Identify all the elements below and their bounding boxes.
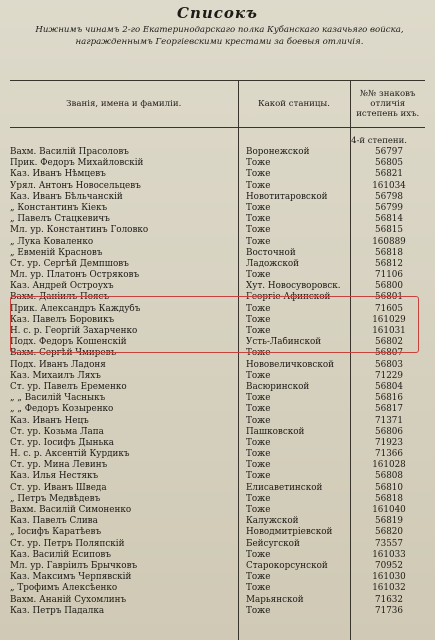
table-row — [10, 181, 425, 192]
degree-label: 4-й степени. — [351, 136, 407, 146]
table-row — [10, 393, 425, 404]
row-name: Н. с. р. Аксентій Курдикъ — [10, 449, 130, 460]
row-number: 56812 — [375, 258, 403, 269]
row-number: 161030 — [372, 572, 406, 583]
row-stanitsa: Старокорсунской — [246, 560, 328, 571]
row-stanitsa: Тоже — [246, 493, 271, 504]
table-row — [10, 192, 425, 203]
row-stanitsa: Калужской — [246, 516, 299, 527]
row-name: „ Лука Коваленко — [10, 236, 94, 247]
row-number: 56808 — [375, 471, 403, 482]
row-number: 56817 — [375, 404, 403, 415]
row-name: Каз. Иванъ Нецъ — [10, 415, 89, 426]
row-stanitsa: Воронежской — [246, 147, 310, 157]
row-stanitsa: Тоже — [246, 583, 271, 594]
row-stanitsa: Тоже — [246, 314, 271, 325]
row-number: 56820 — [375, 527, 403, 538]
row-stanitsa: Тоже — [246, 505, 271, 515]
row-stanitsa: Тоже — [246, 236, 271, 247]
table-row — [10, 259, 425, 270]
table-row — [10, 404, 425, 415]
table-row — [10, 225, 425, 236]
table-row — [10, 527, 425, 538]
row-number: 71229 — [375, 370, 403, 381]
row-name: Каз. Андрей Остроухъ — [10, 281, 114, 292]
row-name: Ст. ур. Козьма Лапа — [10, 426, 104, 437]
row-number: 161031 — [372, 326, 406, 336]
row-stanitsa: Хут. Новосуворовск. — [246, 281, 341, 292]
row-stanitsa: Марьянской — [246, 594, 304, 605]
row-name: „ Константинъ Кіекъ — [10, 202, 108, 213]
row-name: Подх. Федоръ Кошенскій — [10, 337, 127, 348]
row-name: „ „ Федоръ Козыренко — [10, 404, 114, 415]
row-name: Ст. ур. Мина Левинъ — [10, 460, 108, 471]
table-header — [10, 80, 425, 128]
row-name: Вахм. Василій Прасоловъ — [10, 147, 129, 157]
table-row — [10, 550, 425, 561]
row-stanitsa: Тоже — [246, 180, 271, 191]
row-stanitsa: Тоже — [246, 158, 271, 169]
row-number: 56818 — [375, 247, 403, 258]
document-subtitle: Нижнимъ чинамъ 2-го Екатеринодарскаго полка Кубанскаго казачьяго войска, награжденнымъ Георгіевскими крестами за боевыя отличія. — [35, 25, 404, 47]
row-number: 56818 — [375, 493, 403, 504]
row-number: 56805 — [375, 158, 403, 169]
row-name: Ст. ур. Иванъ Шведа — [10, 482, 107, 493]
row-name: Вахм. Ананій Сухомлинъ — [10, 594, 127, 605]
row-number: 161028 — [372, 460, 406, 471]
row-number: 71371 — [375, 415, 403, 426]
row-stanitsa: Тоже — [246, 572, 271, 583]
table-row — [10, 248, 425, 259]
row-name: Мл. ур. Платонъ Остряковъ — [10, 270, 140, 281]
header-number: №№ знаковъ отличія истепень ихъ. — [350, 81, 425, 128]
row-stanitsa: Тоже — [246, 471, 271, 482]
row-stanitsa: Тоже — [246, 225, 271, 236]
row-stanitsa: Усть-Лабинской — [246, 337, 322, 348]
row-name: Ст. ур. Іосифъ Дынька — [10, 437, 114, 448]
row-name: Вахм. Василій Симоненко — [10, 505, 132, 515]
row-stanitsa: Ладожской — [246, 258, 299, 269]
row-stanitsa: Тоже — [246, 169, 271, 180]
row-name: Мл. ур. Константинъ Головко — [10, 225, 149, 236]
document-title: Списокъ — [177, 4, 258, 22]
row-name: Каз. Петръ Падалка — [10, 605, 105, 616]
table-row — [10, 583, 425, 594]
row-stanitsa: Пашковской — [246, 426, 305, 437]
row-stanitsa: Новодмитріевской — [246, 527, 333, 538]
table-row — [10, 606, 425, 617]
row-number: 56803 — [375, 359, 403, 370]
table-row — [10, 561, 425, 572]
table-row — [10, 371, 425, 382]
row-number: 56819 — [375, 516, 403, 527]
row-number: 71632 — [375, 594, 403, 605]
row-stanitsa: Тоже — [246, 348, 271, 359]
row-name: Прик. Александръ Каждубъ — [10, 303, 141, 314]
row-stanitsa: Тоже — [246, 449, 271, 460]
row-number: 71366 — [375, 449, 403, 460]
row-name: Каз. Иванъ Нѣмцевъ — [10, 169, 106, 180]
row-name: Каз. Максимъ Черпявскій — [10, 572, 132, 583]
row-stanitsa: Нововеличковской — [246, 359, 334, 370]
row-name: Вахм. Даніилъ Поясъ — [10, 292, 110, 303]
row-stanitsa: Тоже — [246, 605, 271, 616]
table-row — [10, 281, 425, 292]
table-row — [10, 360, 425, 371]
row-number: 56804 — [375, 381, 403, 392]
row-number: 71605 — [375, 303, 403, 314]
table-row — [10, 416, 425, 427]
header-name: Званія, имена и фамиліи. — [10, 81, 238, 128]
row-name: Мл. ур. Гавріилъ Брычковъ — [10, 560, 138, 571]
table-row — [10, 539, 425, 550]
row-number: 56802 — [375, 337, 403, 348]
table-row — [10, 237, 425, 248]
row-number: 56807 — [375, 348, 403, 359]
table-row — [10, 595, 425, 606]
row-stanitsa: Тоже — [246, 270, 271, 281]
table-row — [10, 270, 425, 281]
row-name: „ „ Василій Часныкъ — [10, 393, 106, 404]
table-body — [10, 147, 425, 617]
row-name: Ст. ур. Сергѣй Демпшовъ — [10, 258, 129, 269]
table-row — [10, 169, 425, 180]
row-number: 56800 — [375, 281, 403, 292]
row-number: 161032 — [372, 583, 406, 594]
row-stanitsa: Георгіе-Афипской — [246, 292, 331, 303]
row-number: 56799 — [375, 202, 403, 213]
row-stanitsa: Тоже — [246, 202, 271, 213]
table-row — [10, 427, 425, 438]
table-row — [10, 158, 425, 169]
row-number: 160889 — [372, 236, 406, 247]
row-name: Каз. Василій Есиповъ — [10, 549, 111, 560]
table-row — [10, 214, 425, 225]
row-number: 56797 — [375, 147, 403, 157]
row-name: Ст. ур. Петръ Поляпскій — [10, 538, 125, 549]
row-number: 161040 — [372, 505, 406, 515]
row-number: 56810 — [375, 482, 403, 493]
table-row — [10, 147, 425, 158]
table-row — [10, 203, 425, 214]
table-row — [10, 516, 425, 527]
table-row — [10, 572, 425, 583]
row-stanitsa: Тоже — [246, 214, 271, 225]
row-stanitsa: Тоже — [246, 460, 271, 471]
row-number: 56801 — [375, 292, 403, 303]
row-name: Каз. Павелъ Слива — [10, 516, 98, 527]
row-number: 161034 — [372, 180, 406, 191]
row-name: „ Павелъ Стацкевичъ — [10, 214, 110, 225]
row-name: Урял. Антонъ Новосельцевъ — [10, 180, 141, 191]
row-number: 56821 — [375, 169, 403, 180]
row-stanitsa: Елисаветинской — [246, 482, 323, 493]
table-row — [10, 460, 425, 471]
row-number: 161033 — [372, 549, 406, 560]
table-row — [10, 494, 425, 505]
row-stanitsa: Тоже — [246, 370, 271, 381]
row-name: „ Евменій Красновъ — [10, 247, 103, 258]
row-number: 56798 — [375, 191, 403, 202]
row-name: „ Іосифъ Каратѣевъ — [10, 527, 102, 538]
row-stanitsa: Тоже — [246, 415, 271, 426]
table-row — [10, 438, 425, 449]
table-row — [10, 449, 425, 460]
highlight-box — [10, 296, 419, 353]
table-row — [10, 505, 425, 516]
row-number: 71106 — [375, 270, 403, 281]
row-stanitsa: Васюринской — [246, 381, 310, 392]
row-stanitsa: Тоже — [246, 393, 271, 404]
table-row — [10, 483, 425, 494]
row-name: Ст. ур. Павелъ Еременко — [10, 381, 127, 392]
table-row — [10, 382, 425, 393]
row-stanitsa: Восточной — [246, 247, 296, 258]
row-stanitsa: Бейсугской — [246, 538, 300, 549]
row-stanitsa: Тоже — [246, 437, 271, 448]
row-name: „ Трофимъ Алексѣенко — [10, 583, 118, 594]
row-number: 161029 — [372, 314, 406, 325]
row-name: „ Петръ Медвѣдевъ — [10, 493, 101, 504]
row-number: 71736 — [375, 605, 403, 616]
row-number: 56814 — [375, 214, 403, 225]
row-number: 70952 — [375, 560, 403, 571]
row-stanitsa: Тоже — [246, 404, 271, 415]
row-number: 56816 — [375, 393, 403, 404]
row-number: 56806 — [375, 426, 403, 437]
row-name: Каз. Павелъ Боровикъ — [10, 314, 115, 325]
header-stanitsa: Какой станицы. — [238, 81, 350, 128]
table-row — [10, 471, 425, 482]
row-name: Каз. Иванъ Бѣльчанскій — [10, 191, 123, 202]
row-stanitsa: Тоже — [246, 303, 271, 314]
row-name: Н. с. р. Георгій Захарченко — [10, 326, 138, 336]
row-number: 56815 — [375, 225, 403, 236]
row-name: Вахм. Сергѣй Чмиревъ — [10, 348, 117, 359]
row-number: 71923 — [375, 437, 403, 448]
row-name: Каз. Илья Нестякъ — [10, 471, 99, 482]
row-stanitsa: Новотитаровской — [246, 191, 328, 202]
row-name: Прик. Федоръ Михайловскій — [10, 158, 144, 169]
row-stanitsa: Тоже — [246, 549, 271, 560]
row-number: 73557 — [375, 538, 403, 549]
row-name: Каз. Михаилъ Ляхъ — [10, 370, 101, 381]
row-name: Подх. Иванъ Ладоня — [10, 359, 106, 370]
row-stanitsa: Тоже — [246, 326, 271, 336]
